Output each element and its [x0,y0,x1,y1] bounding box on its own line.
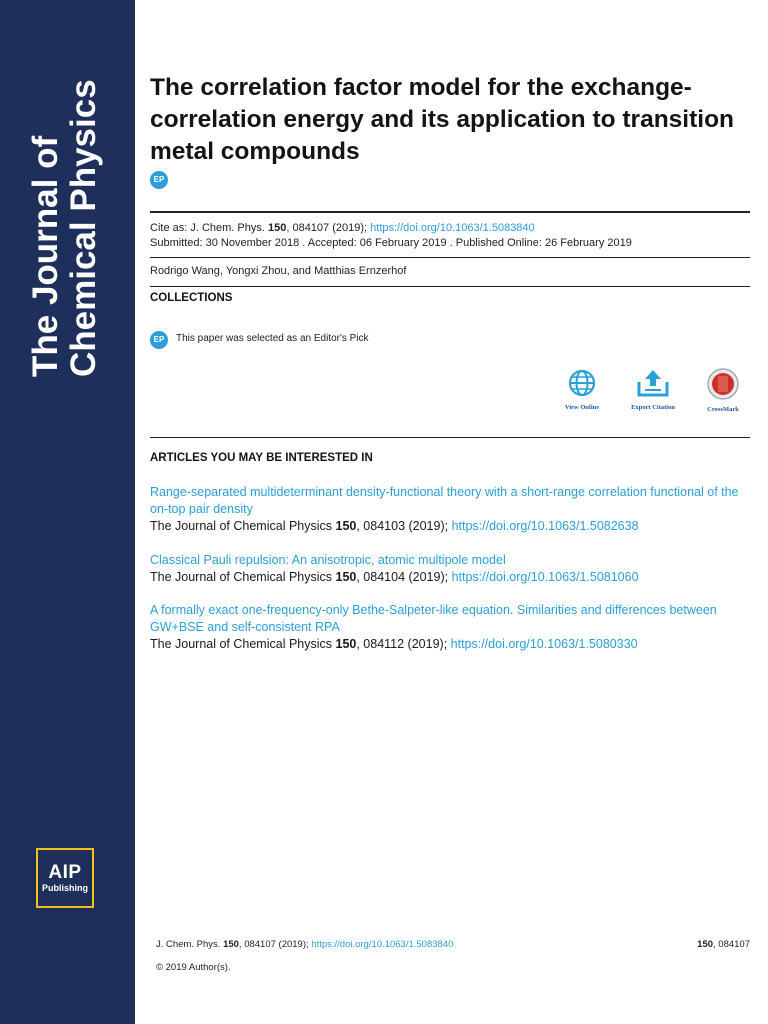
export-icon [635,368,671,398]
doi-link[interactable]: https://doi.org/10.1063/1.5082638 [451,519,639,533]
related-article-title[interactable]: Range-separated multideterminant density-functional theory with a short-range correlation functional of the on-top pair density [150,485,739,516]
crossmark-icon [706,368,740,400]
logo-text: AIP [48,862,82,883]
footer-citation [156,939,453,950]
doi-link[interactable]: https://doi.org/10.1063/1.5083840 [370,222,535,234]
cite-rest: , 084107 (2019); [286,222,371,234]
doi-link[interactable]: https://doi.org/10.1063/1.5080330 [450,637,638,651]
journal-name-text: The Journal of Chemical Physics [150,637,336,651]
journal-sidebar [0,0,135,1024]
export-citation-label: Export Citation [631,404,675,411]
divider [150,257,750,258]
footer-page-rest: , 084107 [713,939,750,950]
footer-page-volume: 150 [697,939,714,950]
related-article-citation [150,518,750,535]
copyright-notice: © 2019 Author(s). [156,962,231,973]
related-article-title[interactable]: A formally exact one-frequency-only Bethe-Salpeter-like equation. Similarities and differences between GW+BSE and self-consistent RPA [150,603,717,634]
journal-name [27,47,105,377]
footer-cite-volume: 150 [223,939,239,950]
cite-volume: 150 [267,222,287,234]
journal-name-line1: The Journal of [26,135,65,377]
view-online-button[interactable] [558,368,606,411]
related-article [150,552,750,586]
collections-heading: COLLECTIONS [150,292,233,304]
editors-pick-badge[interactable]: EP [150,331,168,349]
paper-title: The correlation factor model for the exchange-correlation energy and its application to transition metal compounds [150,74,735,165]
author-list: Rodrigo Wang, Yongxi Zhou, and Matthias Ernzerhof [150,265,407,277]
citation-rest: , 084104 (2019); [356,570,452,584]
volume: 150 [335,637,357,651]
footer-page-id [697,939,750,950]
citation-rest: , 084112 (2019); [356,637,451,651]
citation-line [150,221,535,236]
divider [150,211,750,213]
citation-rest: , 084103 (2019); [356,519,452,533]
aip-publishing-logo[interactable] [36,848,94,908]
related-articles-heading: ARTICLES YOU MAY BE INTERESTED IN [150,452,373,464]
editors-pick-badge[interactable]: EP [150,171,168,189]
view-online-label: View Online [564,404,600,411]
journal-name-text: The Journal of Chemical Physics [150,519,336,533]
journal-name-line2: Chemical Physics [64,79,103,377]
publication-dates: Submitted: 30 November 2018 . Accepted: 06 February 2019 . Published Online: 26 February 2019 [150,237,632,249]
related-article-citation [150,569,750,586]
related-article-title[interactable]: Classical Pauli repulsion: An anisotropic, atomic multipole model [150,553,506,567]
export-citation-button[interactable] [629,368,677,411]
divider [150,286,750,287]
crossmark-button[interactable] [699,368,747,413]
related-article-citation [150,636,750,653]
doi-link[interactable]: https://doi.org/10.1063/1.5081060 [451,570,639,584]
footer-cite-prefix: J. Chem. Phys. [156,939,224,950]
footer-doi-link[interactable]: https://doi.org/10.1063/1.5083840 [311,939,454,950]
divider [150,437,750,438]
logo-subtext: Publishing [42,883,88,893]
journal-name-text: The Journal of Chemical Physics [150,570,336,584]
related-article [150,602,750,653]
related-article [150,484,750,535]
volume: 150 [335,570,357,584]
globe-icon [567,368,597,398]
footer-cite-rest: , 084107 (2019); [238,939,312,950]
volume: 150 [335,519,357,533]
editors-pick-note: This paper was selected as an Editor's Pick [176,333,369,344]
cite-prefix: Cite as: J. Chem. Phys. [150,222,268,234]
crossmark-label: CrossMark [707,406,739,413]
